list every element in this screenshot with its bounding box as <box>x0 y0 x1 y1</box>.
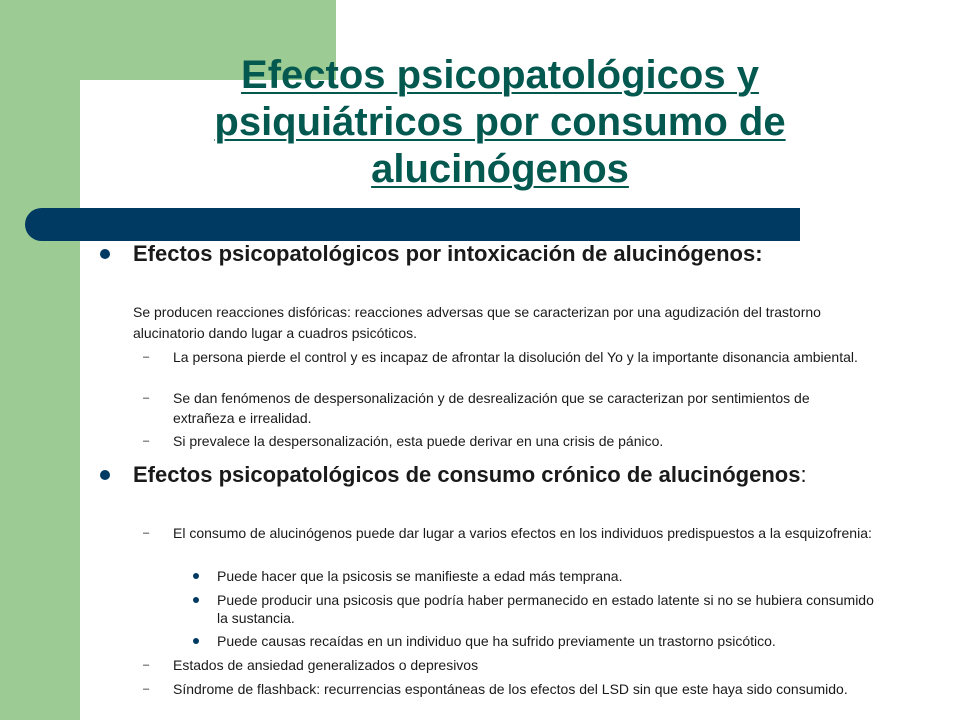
list-item-text: La persona pierde el control y es incapaz de afrontar la disolución del Yo y la importante disonancia ambiental. <box>173 349 858 365</box>
bullet-consumo-cronico <box>133 461 853 488</box>
slide-title: Efectos psicopatológicos y psiquiátricos por consumo de alucinógenos <box>214 53 786 191</box>
sub-list-item <box>217 567 882 585</box>
dash-icon: – <box>143 659 150 671</box>
sub-list-item <box>217 632 882 650</box>
list-item <box>143 523 873 543</box>
dash-icon: – <box>143 351 150 363</box>
list-item <box>143 655 873 675</box>
list-item <box>143 431 873 451</box>
dash-icon: – <box>143 435 150 447</box>
intoxicacion-paragraph: Se producen reacciones disfóricas: reacciones adversas que se caracterizan por una agudización del trastorno alucinatorio dando lugar a cuadros psicóticos. <box>133 304 821 341</box>
bullet-intoxicacion <box>133 240 853 267</box>
dash-icon: – <box>143 683 150 695</box>
list-item-text: El consumo de alucinógenos puede dar lugar a varios efectos en los individuos predispuestos a la esquizofrenia: <box>173 525 872 541</box>
bullet-dot-icon <box>100 470 110 480</box>
sub-list-item <box>217 591 882 627</box>
dash-icon: – <box>143 392 150 404</box>
sub-bullet-dot-icon <box>193 597 199 603</box>
list-item-text: Se dan fenómenos de despersonalización y de desrealización que se caracterizan por sentimientos de extrañeza e irrealidad. <box>173 390 810 426</box>
sub-bullet-dot-icon <box>193 573 199 579</box>
list-item-text: Si prevalece la despersonalización, esta puede derivar en una crisis de pánico. <box>173 433 664 449</box>
heading-colon: : <box>800 462 807 487</box>
sub-list-item-text: Puede producir una psicosis que podría haber permanecido en estado latente si no se hubiera consumido la sustancia. <box>217 592 874 626</box>
bullet-heading: Efectos psicopatológicos por intoxicación de alucinógenos: <box>133 241 763 266</box>
list-item <box>143 347 873 367</box>
sub-bullet-dot-icon <box>193 638 199 644</box>
sub-list-item-text: Puede causas recaídas en un individuo que ha sufrido previamente un trastorno psicótico. <box>217 633 776 649</box>
dash-icon: – <box>143 527 150 539</box>
bullet-dot-icon <box>100 249 110 259</box>
list-item <box>143 388 873 428</box>
list-item-text: Estados de ansiedad generalizados o depresivos <box>173 657 479 673</box>
sub-list-item-text: Puede hacer que la psicosis se manifieste a edad más temprana. <box>217 568 623 584</box>
list-item-text: Síndrome de flashback: recurrencias espontáneas de los efectos del LSD sin que este haya sido consumido. <box>173 681 848 697</box>
list-item <box>143 679 873 699</box>
bullet-heading: Efectos psicopatológicos de consumo crónico de alucinógenos <box>133 462 801 487</box>
